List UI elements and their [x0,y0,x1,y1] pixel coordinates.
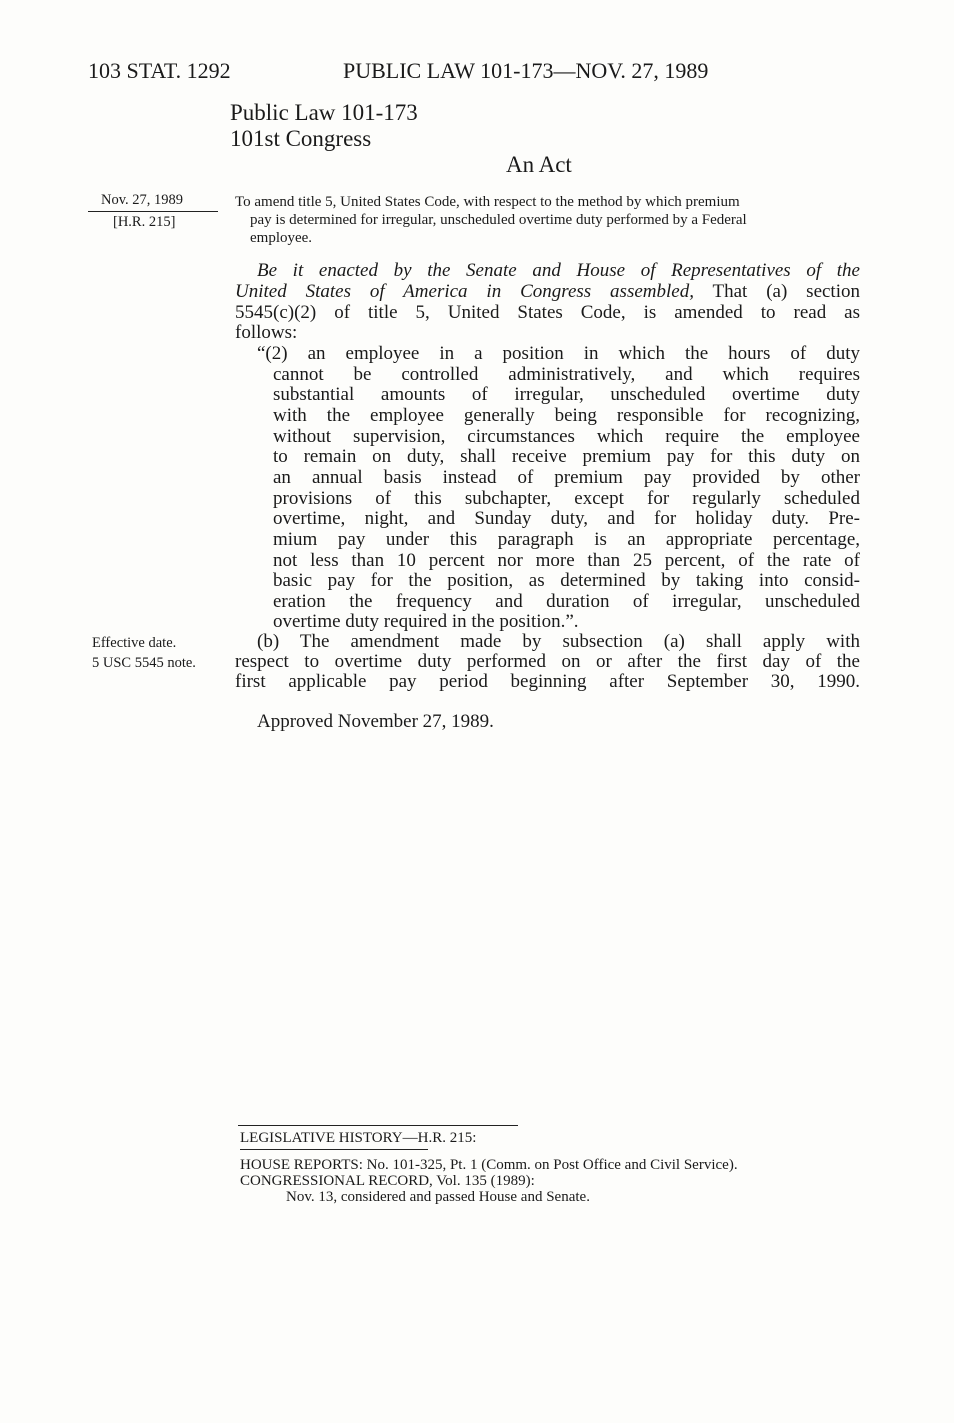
running-title: PUBLIC LAW 101-173—NOV. 27, 1989 [343,58,709,83]
legislative-action: Nov. 13, considered and passed House and Senate. [286,1189,590,1205]
body-line: first applicable pay period beginning after September 30, 1990. [235,671,860,692]
margin-effective-date: Effective date. [92,635,177,651]
body-line: 5545(c)(2) of title 5, United States Code, is amended to read as [235,302,860,323]
congress-number: 101st Congress [230,126,372,151]
body-line: basic pay for the position, as determined by taking into consid- [273,570,860,591]
body-line: not less than 10 percent nor more than 25 percent, of the rate of [273,550,860,571]
enacting-clause: Be it enacted by the Senate and House of Representatives of the [257,260,860,281]
body-line: overtime, night, and Sunday duty, and for holiday duty. Pre- [273,508,860,529]
body-line: eration the frequency and duration of irregular, unscheduled [273,591,860,612]
body-line: mium pay under this paragraph is an appropriate percentage, [273,529,860,550]
body-line: follows: [235,322,298,343]
heading-underline [240,1149,428,1150]
approval-date: Approved November 27, 1989. [257,711,494,732]
legislative-history-heading: LEGISLATIVE HISTORY—H.R. 215: [240,1130,477,1146]
body-line: an annual basis instead of premium pay provided by other [273,467,860,488]
body-line: respect to overtime duty performed on or after the first day of the [235,651,860,672]
page-reference: 103 STAT. 1292 [88,58,231,83]
body-line: cannot be controlled administratively, and which requires [273,364,860,385]
body-line: overtime duty required in the position.”. [273,611,579,632]
margin-date: Nov. 27, 1989 [101,192,184,208]
enacting-clause [235,281,860,302]
synopsis-line: employee. [250,230,313,246]
law-number: Public Law 101-173 [230,100,418,125]
body-line: provisions of this subchapter, except for regularly scheduled [273,488,860,509]
footnote-divider [238,1125,518,1126]
body-line: with the employee generally being responsible for recognizing, [273,405,860,426]
body-line: without supervision, circumstances which require the employee [273,426,860,447]
body-line: to remain on duty, shall receive premium pay for this duty on [273,446,860,467]
margin-bill: [H.R. 215] [113,214,176,230]
synopsis-line: To amend title 5, United States Code, with respect to the method by which premium [235,194,740,210]
synopsis-line: pay is determined for irregular, unscheduled overtime duty performed by a Federal [250,212,747,228]
house-reports: HOUSE REPORTS: No. 101-325, Pt. 1 (Comm. on Post Office and Civil Service). [240,1157,738,1173]
congressional-record: CONGRESSIONAL RECORD, Vol. 135 (1989): [240,1173,535,1189]
body-line: “(2) an employee in a position in which the hours of duty [257,343,860,364]
enacting-text: That (a) section [693,281,860,302]
enacting-italic: United States of America in Congress assembled, [235,281,694,302]
act-heading: An Act [506,152,572,177]
margin-divider [88,211,218,212]
margin-usc-note: 5 USC 5545 note. [92,655,196,671]
body-line: substantial amounts of irregular, unscheduled overtime duty [273,384,860,405]
body-line: (b) The amendment made by subsection (a) shall apply with [257,631,860,652]
